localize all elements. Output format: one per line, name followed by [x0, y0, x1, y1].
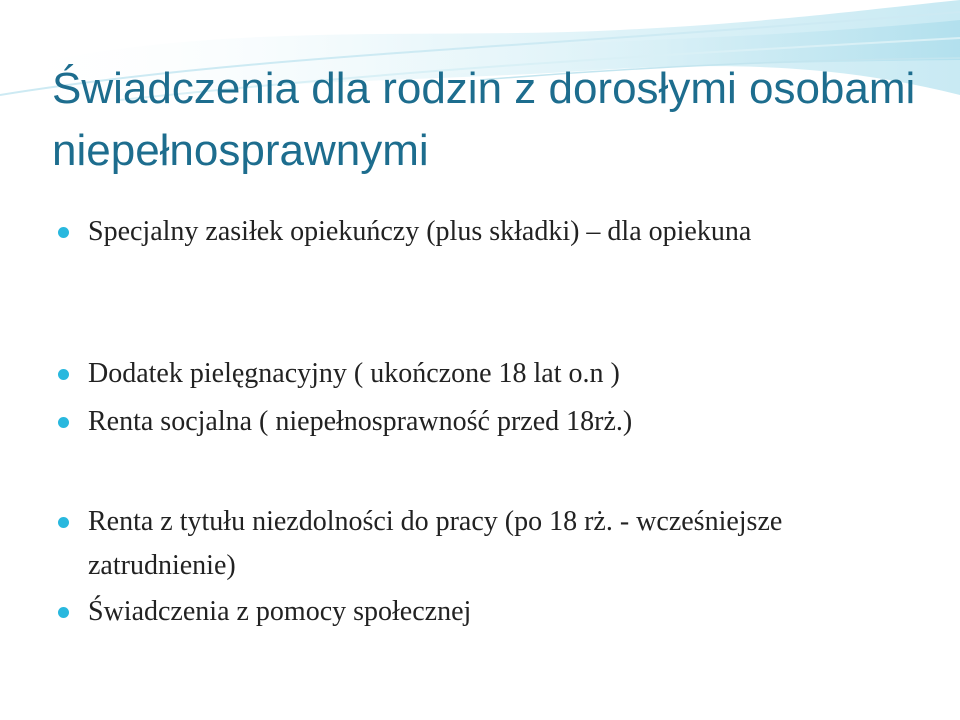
bullet-dot-icon — [58, 369, 69, 380]
bullet-text: Renta socjalna ( niepełnosprawność przed 18rż.) — [88, 406, 633, 437]
bullet-dot-icon — [58, 607, 69, 618]
bullet-dot-icon — [58, 517, 69, 528]
bullet-dot-icon — [58, 227, 69, 238]
bullet-text: Renta z tytułu niezdolności do pracy (po 18 rż. - wcześniejsze zatrudnienie) — [88, 506, 783, 581]
bullet-text: Dodatek pielęgnacyjny ( ukończone 18 lat o.n ) — [88, 358, 620, 389]
bullet-dot-icon — [58, 417, 69, 428]
bullet-text: Specjalny zasiłek opiekuńczy (plus składki) – dla opiekuna — [88, 216, 752, 247]
slide-title: Świadczenia dla rodzin z dorosłymi osobami niepełnosprawnymi — [52, 64, 916, 175]
bullet-text: Świadczenia z pomocy społecznej — [88, 596, 472, 627]
